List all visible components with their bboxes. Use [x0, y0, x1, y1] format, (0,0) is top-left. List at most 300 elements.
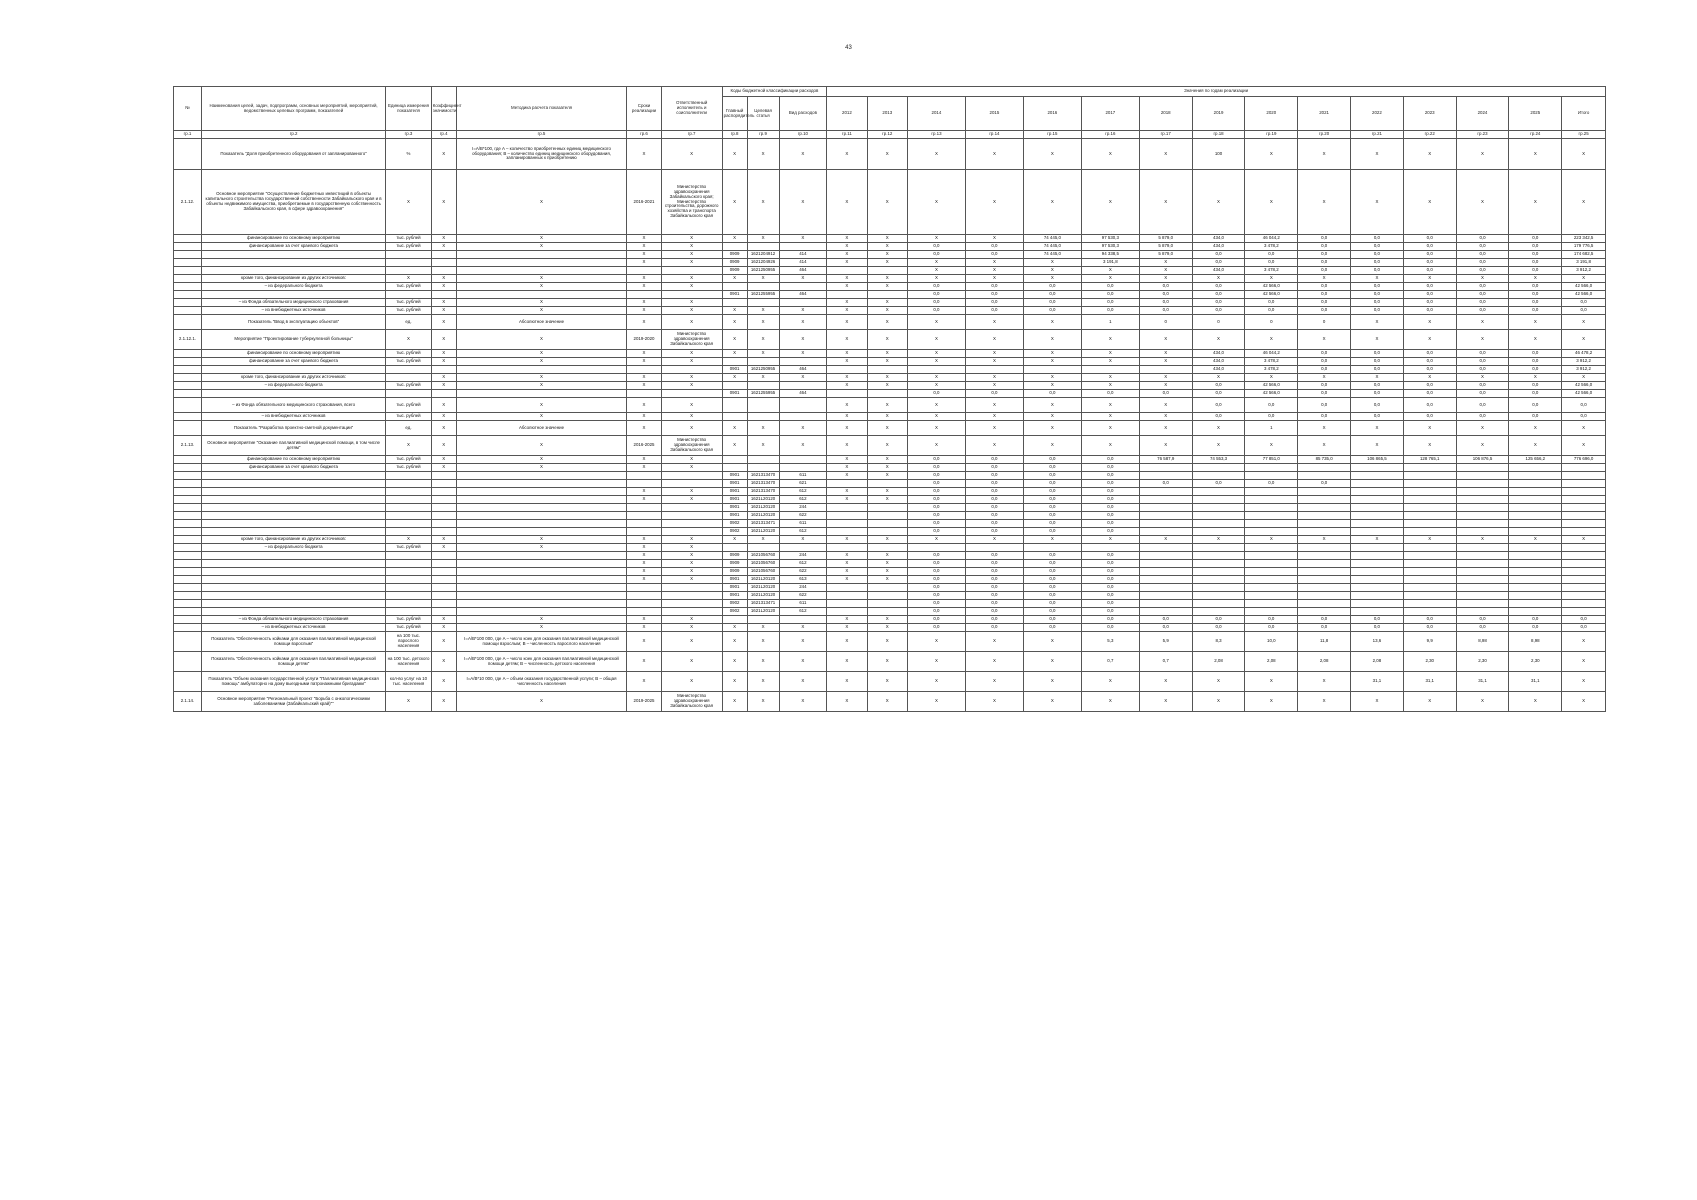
cell-2019: 0,0 [1192, 616, 1245, 624]
cell-unit: на 100 тыс. взрослого населения [386, 632, 432, 652]
cell-name: кроме того, финансирование из других источников: [201, 275, 385, 283]
cell-2024 [1456, 528, 1509, 536]
cell-target-article [747, 456, 779, 464]
cell-number [174, 520, 202, 528]
cell-2017: X [1081, 398, 1139, 413]
table-row [174, 512, 1606, 520]
cell-unit: тыс. рублей [386, 358, 432, 366]
table-row [174, 139, 1606, 170]
cell-2016: 74 445,0 [1023, 235, 1081, 243]
cell-2022: 0,0 [1351, 283, 1404, 291]
cell-2017: 0,0 [1081, 600, 1139, 608]
cell-2012: X [827, 330, 867, 350]
cell-2019: 434,0 [1192, 267, 1245, 275]
cell-unit [386, 608, 432, 616]
column-number-cell: гр.4 [431, 131, 456, 139]
cell-2012 [827, 512, 867, 520]
cell-term: X [627, 536, 661, 544]
column-number-row [174, 131, 1606, 139]
cell-name: Показатель "Доля приобретенного оборудования от запланированного" [201, 139, 385, 170]
cell-2012: X [827, 496, 867, 504]
cell-2024: 0,0 [1456, 299, 1509, 307]
cell-2019: X [1192, 536, 1245, 544]
cell-method: X [456, 170, 627, 235]
cell-2017: 0,7 [1081, 652, 1139, 672]
cell-name [201, 291, 385, 299]
cell-expense-type: 612 [779, 560, 827, 568]
cell-unit: тыс. рублей [386, 283, 432, 291]
cell-2016: X [1023, 170, 1081, 235]
cell-unit [386, 528, 432, 536]
cell-2019 [1192, 544, 1245, 552]
cell-2014: X [907, 259, 965, 267]
cell-2017: 94 338,5 [1081, 251, 1139, 259]
cell-2024: 0,0 [1456, 283, 1509, 291]
cell-method: X [456, 544, 627, 552]
cell-2024 [1456, 608, 1509, 616]
cell-main-manager: 0901 [722, 488, 747, 496]
cell-2023 [1403, 592, 1456, 600]
cell-2015: 0,0 [965, 243, 1023, 251]
table-row [174, 536, 1606, 544]
cell-2024: 0,0 [1456, 259, 1509, 267]
cell-method [456, 576, 627, 584]
cell-term: X [627, 374, 661, 382]
cell-2014: X [907, 139, 965, 170]
cell-2012: X [827, 536, 867, 544]
cell-term: X [627, 496, 661, 504]
table-row [174, 374, 1606, 382]
cell-name [201, 512, 385, 520]
cell-2025: 0,0 [1509, 235, 1562, 243]
header-coefficient: Коэффициент значимости [431, 87, 456, 131]
table-row [174, 291, 1606, 299]
cell-method: X [456, 382, 627, 390]
cell-2020: 0,0 [1245, 307, 1298, 315]
table-row [174, 480, 1606, 488]
cell-target-article: 1621L20120 [747, 584, 779, 592]
cell-2018: 5,9 [1139, 632, 1192, 652]
cell-2023 [1403, 552, 1456, 560]
cell-2016: X [1023, 421, 1081, 436]
cell-2025 [1509, 496, 1562, 504]
cell-expense-type: X [779, 374, 827, 382]
cell-number [174, 632, 202, 652]
cell-main-manager: X [722, 692, 747, 712]
cell-2023: X [1403, 139, 1456, 170]
cell-total: 3 912,2 [1562, 366, 1606, 374]
cell-coefficient: X [431, 299, 456, 307]
cell-expense-type [779, 544, 827, 552]
cell-2018: 0,0 [1139, 390, 1192, 398]
cell-2025: 0,0 [1509, 616, 1562, 624]
cell-coefficient [431, 552, 456, 560]
cell-2021: 0,0 [1298, 299, 1351, 307]
cell-responsible: X [661, 350, 722, 358]
cell-2015: 0,0 [965, 307, 1023, 315]
cell-2023: X [1403, 315, 1456, 330]
cell-main-manager: X [722, 421, 747, 436]
cell-2025: 2,30 [1509, 652, 1562, 672]
cell-name: финансирование за счет краевого бюджета [201, 464, 385, 472]
cell-method: I=A/B*10 000, где A – объем оказания государственной услуги; B – общая численность населения [456, 672, 627, 692]
cell-2016: X [1023, 330, 1081, 350]
cell-total [1562, 520, 1606, 528]
table-row [174, 243, 1606, 251]
cell-2023: X [1403, 692, 1456, 712]
cell-2021: 0,0 [1298, 366, 1351, 374]
cell-responsible: X [661, 576, 722, 584]
cell-coefficient [431, 512, 456, 520]
cell-2020: X [1245, 672, 1298, 692]
cell-main-manager: 0901 [722, 584, 747, 592]
cell-2024: 0,0 [1456, 251, 1509, 259]
cell-number [174, 600, 202, 608]
cell-2022: X [1351, 692, 1404, 712]
column-number-cell: гр.22 [1403, 131, 1456, 139]
cell-target-article: 1621204912 [747, 251, 779, 259]
column-number-cell: гр.6 [627, 131, 661, 139]
cell-2016: 0,0 [1023, 592, 1081, 600]
cell-total [1562, 600, 1606, 608]
cell-expense-type: X [779, 624, 827, 632]
cell-2020: 46 044,2 [1245, 350, 1298, 358]
table-row [174, 275, 1606, 283]
cell-2013: X [867, 139, 907, 170]
cell-method: X [456, 243, 627, 251]
cell-term [627, 528, 661, 536]
cell-2021: 0,0 [1298, 291, 1351, 299]
cell-target-article: X [747, 632, 779, 652]
cell-unit: тыс. рублей [386, 350, 432, 358]
cell-2024: 0,0 [1456, 243, 1509, 251]
cell-2014: 0,0 [907, 496, 965, 504]
table-row [174, 170, 1606, 235]
cell-2019 [1192, 464, 1245, 472]
cell-2015: 0,0 [965, 608, 1023, 616]
cell-2025: X [1509, 170, 1562, 235]
cell-2018: X [1139, 139, 1192, 170]
cell-name [201, 472, 385, 480]
cell-responsible: X [661, 456, 722, 464]
cell-2017: X [1081, 139, 1139, 170]
cell-2012: X [827, 632, 867, 652]
cell-target-article: 1621313471 [747, 600, 779, 608]
cell-2021: 0,0 [1298, 243, 1351, 251]
cell-name [201, 560, 385, 568]
cell-2021: 0,0 [1298, 398, 1351, 413]
cell-term: X [627, 235, 661, 243]
cell-term [627, 267, 661, 275]
cell-2013 [867, 520, 907, 528]
table-row [174, 504, 1606, 512]
cell-2019: 0,0 [1192, 413, 1245, 421]
cell-2024: 0,0 [1456, 235, 1509, 243]
cell-2023: 0,0 [1403, 413, 1456, 421]
cell-2012: X [827, 307, 867, 315]
cell-method [456, 600, 627, 608]
cell-2025 [1509, 584, 1562, 592]
cell-2015: X [965, 436, 1023, 456]
cell-method [456, 390, 627, 398]
cell-2014: 0,0 [907, 616, 965, 624]
cell-2015: 0,0 [965, 390, 1023, 398]
cell-2021: 0,0 [1298, 307, 1351, 315]
cell-coefficient [431, 488, 456, 496]
header-year: 2023 [1403, 97, 1456, 131]
cell-target-article: X [747, 436, 779, 456]
cell-name: – из внебюджетных источников [201, 413, 385, 421]
cell-responsible: X [661, 283, 722, 291]
cell-term [627, 366, 661, 374]
cell-number [174, 358, 202, 366]
table-row [174, 299, 1606, 307]
cell-2023 [1403, 544, 1456, 552]
cell-expense-type: 622 [779, 512, 827, 520]
cell-2018 [1139, 544, 1192, 552]
cell-coefficient: X [431, 652, 456, 672]
cell-2016: X [1023, 275, 1081, 283]
cell-expense-type: 464 [779, 267, 827, 275]
cell-expense-type: 622 [779, 568, 827, 576]
cell-expense-type: 612 [779, 496, 827, 504]
cell-2017: 0,0 [1081, 307, 1139, 315]
cell-method [456, 480, 627, 488]
cell-2025: 0,0 [1509, 398, 1562, 413]
cell-2018 [1139, 608, 1192, 616]
cell-main-manager: X [722, 275, 747, 283]
cell-2016: 0,0 [1023, 520, 1081, 528]
header-total: Итого [1562, 97, 1606, 131]
cell-unit: тыс. рублей [386, 456, 432, 464]
cell-2024 [1456, 584, 1509, 592]
cell-term: X [627, 259, 661, 267]
cell-2017: 0,0 [1081, 390, 1139, 398]
cell-name: Мероприятие "Проектирование туберкулезной больницы" [201, 330, 385, 350]
cell-2018: X [1139, 275, 1192, 283]
cell-2019 [1192, 608, 1245, 616]
cell-2021 [1298, 504, 1351, 512]
cell-2021: 11,8 [1298, 632, 1351, 652]
cell-name: финансирование по основному мероприятию [201, 235, 385, 243]
cell-name [201, 504, 385, 512]
cell-target-article [747, 616, 779, 624]
cell-expense-type: 414 [779, 259, 827, 267]
cell-2020 [1245, 520, 1298, 528]
cell-coefficient [431, 251, 456, 259]
cell-total: 0,0 [1562, 616, 1606, 624]
cell-term: 2019-2020 [627, 330, 661, 350]
cell-name [201, 600, 385, 608]
cell-2025 [1509, 528, 1562, 536]
cell-2025: 0,0 [1509, 299, 1562, 307]
cell-main-manager: 0909 [722, 259, 747, 267]
cell-total [1562, 552, 1606, 560]
cell-2013: X [867, 275, 907, 283]
cell-coefficient: X [431, 307, 456, 315]
cell-responsible [661, 528, 722, 536]
cell-2014: 0,0 [907, 592, 965, 600]
cell-main-manager: X [722, 536, 747, 544]
cell-2023: 128 765,1 [1403, 456, 1456, 464]
cell-2018: X [1139, 692, 1192, 712]
cell-coefficient: X [431, 283, 456, 291]
cell-unit: ед. [386, 421, 432, 436]
cell-total [1562, 576, 1606, 584]
table-row [174, 283, 1606, 291]
cell-2013: X [867, 374, 907, 382]
cell-term: X [627, 488, 661, 496]
cell-expense-type: 244 [779, 552, 827, 560]
cell-unit: ед. [386, 315, 432, 330]
cell-2025: 0,0 [1509, 259, 1562, 267]
cell-main-manager: 0902 [722, 600, 747, 608]
cell-responsible: X [661, 560, 722, 568]
cell-2013: X [867, 251, 907, 259]
cell-number: 2.1.12. [174, 170, 202, 235]
cell-name: Основное мероприятие "Региональный проект "Борьба с онкологическими заболеваниями (Забайкальский край)"" [201, 692, 385, 712]
cell-2019 [1192, 552, 1245, 560]
cell-2018: 0,0 [1139, 616, 1192, 624]
cell-total: X [1562, 632, 1606, 652]
cell-number [174, 299, 202, 307]
cell-name [201, 251, 385, 259]
cell-target-article: 1621313470 [747, 480, 779, 488]
cell-term [627, 600, 661, 608]
cell-2012: X [827, 398, 867, 413]
cell-coefficient: X [431, 139, 456, 170]
cell-name: – из Фонда обязательного медицинского страхования, всего [201, 398, 385, 413]
cell-2016: X [1023, 374, 1081, 382]
cell-2021: X [1298, 275, 1351, 283]
table-row [174, 382, 1606, 390]
cell-2021 [1298, 568, 1351, 576]
cell-2017: 0,0 [1081, 616, 1139, 624]
cell-2013: X [867, 350, 907, 358]
cell-coefficient: X [431, 464, 456, 472]
cell-2015: X [965, 692, 1023, 712]
cell-term: X [627, 456, 661, 464]
table-row [174, 616, 1606, 624]
cell-2017: 0,0 [1081, 624, 1139, 632]
cell-main-manager: 0902 [722, 528, 747, 536]
table-row [174, 496, 1606, 504]
cell-expense-type: 611 [779, 472, 827, 480]
cell-term: X [627, 398, 661, 413]
cell-expense-type [779, 616, 827, 624]
table-row [174, 413, 1606, 421]
cell-2015: 0,0 [965, 456, 1023, 464]
cell-target-article: 1621056760 [747, 568, 779, 576]
cell-main-manager: X [722, 436, 747, 456]
cell-number: 2.1.14. [174, 692, 202, 712]
cell-method: I=A/B*100 000, где A – число коек для оказания паллиативной медицинской помощи взрослым; B – численность взрослого населения [456, 632, 627, 652]
cell-2021: 0,0 [1298, 616, 1351, 624]
cell-2019: 0,0 [1192, 299, 1245, 307]
cell-2015: 0,0 [965, 472, 1023, 480]
cell-2020: 42 566,0 [1245, 382, 1298, 390]
cell-2013: X [867, 552, 907, 560]
cell-2025 [1509, 608, 1562, 616]
cell-2019: X [1192, 672, 1245, 692]
cell-expense-type: 464 [779, 366, 827, 374]
cell-2024: 0,0 [1456, 267, 1509, 275]
cell-2013: X [867, 652, 907, 672]
cell-2023: 0,0 [1403, 307, 1456, 315]
cell-2012: X [827, 275, 867, 283]
cell-name: Показатель "Обеспеченность койками для оказания паллиативной медицинской помощи детям" [201, 652, 385, 672]
cell-2016: 0,0 [1023, 472, 1081, 480]
cell-2015: X [965, 358, 1023, 366]
cell-2017: 0,0 [1081, 592, 1139, 600]
cell-coefficient [431, 584, 456, 592]
cell-term [627, 480, 661, 488]
cell-target-article: 1621L20120 [747, 576, 779, 584]
cell-2019: 0,0 [1192, 398, 1245, 413]
cell-2014: 0,0 [907, 299, 965, 307]
cell-2019 [1192, 576, 1245, 584]
cell-name [201, 552, 385, 560]
cell-method [456, 496, 627, 504]
cell-2025: 0,0 [1509, 382, 1562, 390]
cell-2012: X [827, 624, 867, 632]
cell-2012: X [827, 413, 867, 421]
cell-unit [386, 488, 432, 496]
table-row [174, 315, 1606, 330]
cell-2012: X [827, 672, 867, 692]
cell-2024 [1456, 520, 1509, 528]
cell-2024: 0,0 [1456, 307, 1509, 315]
cell-2024: 0,0 [1456, 382, 1509, 390]
cell-2015: X [965, 275, 1023, 283]
cell-name: Основное мероприятие "Осуществление бюджетных инвестиций в объекты капитального строительства государственной собственности Забайкальского края и в объекты недвижимого имущества, приобретаемые в государственную собственность Забайкальского края, в сфере здравоохранения" [201, 170, 385, 235]
cell-2014: 0,0 [907, 568, 965, 576]
cell-2024: 0,0 [1456, 413, 1509, 421]
cell-2021: 0,0 [1298, 235, 1351, 243]
header-year: 2025 [1509, 97, 1562, 131]
cell-2017: 0,0 [1081, 552, 1139, 560]
cell-number [174, 608, 202, 616]
cell-responsible: X [661, 374, 722, 382]
cell-2016: X [1023, 692, 1081, 712]
cell-2020: 10,0 [1245, 632, 1298, 652]
cell-2017: 0,0 [1081, 560, 1139, 568]
cell-2021 [1298, 552, 1351, 560]
cell-2015: 0,0 [965, 480, 1023, 488]
cell-2014: 0,0 [907, 600, 965, 608]
cell-responsible [661, 608, 722, 616]
cell-2013: X [867, 358, 907, 366]
cell-2019 [1192, 472, 1245, 480]
cell-2023 [1403, 608, 1456, 616]
cell-2024 [1456, 560, 1509, 568]
header-number: № [174, 87, 202, 131]
cell-2021: 0,0 [1298, 251, 1351, 259]
cell-2016: X [1023, 652, 1081, 672]
cell-target-article: 1621L20120 [747, 528, 779, 536]
cell-2016: X [1023, 536, 1081, 544]
cell-2020: X [1245, 170, 1298, 235]
cell-2018: 0,0 [1139, 307, 1192, 315]
cell-responsible: X [661, 488, 722, 496]
cell-target-article [747, 299, 779, 307]
cell-2024 [1456, 472, 1509, 480]
cell-2022: 0,0 [1351, 382, 1404, 390]
cell-2018: X [1139, 170, 1192, 235]
cell-unit: тыс. рублей [386, 243, 432, 251]
cell-2018 [1139, 496, 1192, 504]
cell-total [1562, 584, 1606, 592]
